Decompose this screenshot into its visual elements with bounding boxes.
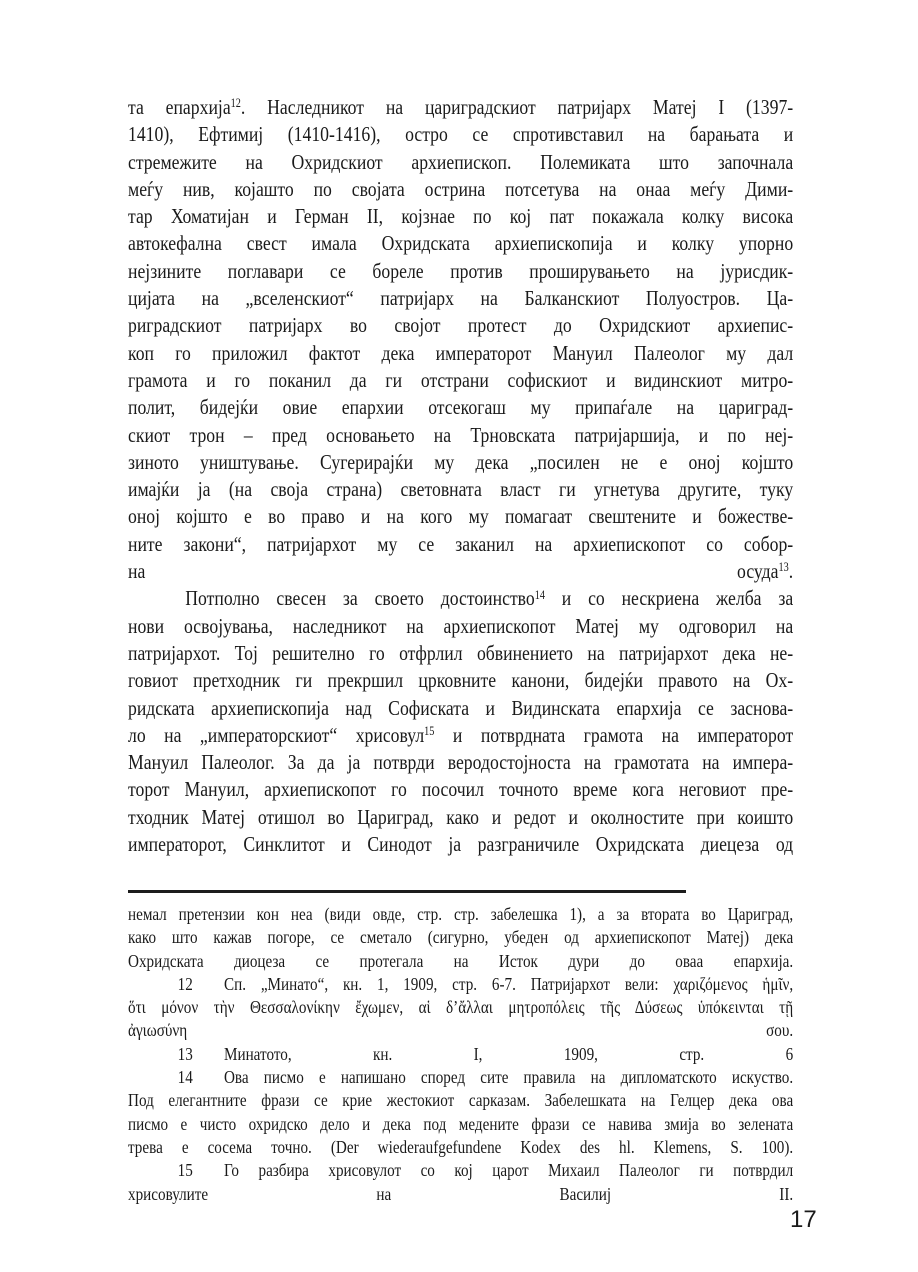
- text-line: нејзините поглавари се бореле против проширувањето на јурисдик-: [128, 258, 794, 283]
- footnote-number: 14: [177, 1067, 193, 1088]
- footnote-separator: [128, 890, 686, 893]
- text-line: полит, бидејќи овие епархии отсекогаш му припаѓале на цариград-: [128, 395, 794, 420]
- footnote-line: хрисовулите на Василиј II.: [128, 1183, 794, 1204]
- footnote-line: ὅτι μόνον τὴν Θεσσαλονίκην ἔχωμεν, αἱ δ’ἄλλαι μητροπόλεις τῆς Δύσεως ὑπόκεινται τῇ: [128, 997, 794, 1018]
- text-line: цијата на „вселенскиот“ патријарх на Балканскиот Полуостров. Ца-: [128, 286, 794, 311]
- text-line: меѓу нив, којашто по својата острина потсетува на онаа меѓу Дими-: [128, 176, 794, 201]
- text-line: торот Мануил, архиепископот го посочил точното време кога неговиот пре-: [128, 777, 794, 802]
- text-line: стремежите на Охридскиот архиепископ. Полемиката што започнала: [128, 149, 794, 174]
- text-line: тар Хоматијан и Герман II, којзнае по кој пат покажала колку висока: [128, 204, 794, 229]
- text-line: имајќи ја (на своја страна) световната власт ги угнетува другите, туку: [128, 477, 794, 502]
- footnote-line: ἀγιωσύνη σου.: [128, 1020, 794, 1041]
- footnote-line: 13 Минатото, кн. I, 1909, стр. 6: [128, 1043, 793, 1066]
- footnote-line: Охридската диоцеза се протегала на Исток дури до оваа епархија.: [128, 950, 794, 971]
- footnote-line: трева е сосема точно. (Der wiederaufgefundene Kodex des hl. Klemens, S. 100).: [128, 1136, 794, 1157]
- text-line: ните закони“, патријархот му се заканил на архиепископот со собор-: [128, 531, 794, 556]
- footnote-number: 12: [177, 973, 193, 994]
- footnote-line: писмо е чисто охридско дело и дека под медените фрази се навива змија во зелената: [128, 1113, 794, 1134]
- text-line: говиот претходник ги прекршил црковните канони, бидејќи правото на Ох-: [128, 668, 794, 693]
- text-line: ло на „императорскиот“ хрисовул$^{15}$ и потврдната грамота на императорот: [128, 722, 794, 747]
- main-text: [128, 94, 793, 858]
- text-line: тходник Матеј отишол во Цариград, како и редот и околностите при коишто: [128, 804, 794, 829]
- footnote-line: 14 Ова писмо е напишано според сите правила на дипломатското искуство.: [128, 1066, 793, 1089]
- footnote-line: 15 Го разбира хрисовулот со кој царот Михаил Палеолог ги потврдил: [128, 1159, 793, 1182]
- text-line: Мануил Палеолог. За да ја потврди веродостојноста на грамотата на импера-: [128, 750, 794, 775]
- footnotes: [128, 903, 793, 1206]
- text-line: императорот, Синклитот и Синодот ја разграничиле Охридската диецеза од: [128, 832, 794, 857]
- text-line: патријархот. Тој решително го отфрлил обвинението на патријархот дека не-: [128, 640, 794, 665]
- text-line: грамота и го поканил да ги отстрани софискиот и видинскиот митро-: [128, 367, 794, 392]
- text-line: Потполно свесен за своето достоинство$^{14}$ и со нескриена желба за: [185, 586, 794, 611]
- footnote-line: Под елегантните фрази се крие жестокиот сарказам. Забелешката на Гелцер дека ова: [128, 1090, 794, 1111]
- text-line: 1410), Ефтимиј (1410-1416), остро се спротивставил на барањата и: [128, 122, 794, 147]
- footnote-number: 15: [177, 1160, 193, 1181]
- text-line: ридската архиепископија над Софиската и Видинската епархија се заснова-: [128, 695, 794, 720]
- footnote-line: како што кажав погоре, се сметало (сигурно, убеден од архиепископот Матеј) дека: [128, 927, 794, 948]
- footnote-line: немал претензии кон неа (види овде, стр. стр. забелешка 1), а за втората во Цариград,: [128, 904, 794, 924]
- text-line: та епархија$^{12}$. Наследникот на цариградскиот патријарх Матеј I (1397-: [128, 95, 794, 119]
- text-line: на осуда$^{13}$.: [128, 559, 794, 584]
- text-line: скиот трон – пред основањето на Трновската патријаршија, и по неј-: [128, 422, 794, 447]
- footnote-marker: 14: [534, 587, 545, 602]
- text-line: оној којшто е во право и на кого му помагаат свештените и божестве-: [128, 504, 794, 529]
- text-line: автокефална свест имала Охридската архиепископија и колку упорно: [128, 231, 794, 256]
- footnote-marker: 15: [424, 724, 435, 739]
- text-line: риградскиот патријарх во својот протест до Охридскиот архиепис-: [128, 313, 794, 338]
- text-line: нови освојувања, наследникот на архиепископот Матеј му одговорил на: [128, 613, 794, 638]
- text-line: зиното уништување. Сугерирајќи му дека „посилен не е оној којшто: [128, 449, 794, 474]
- footnote-number: 13: [177, 1043, 193, 1064]
- text-line: коп го приложил фактот дека императорот Мануил Палеолог му дал: [128, 340, 794, 365]
- footnote-marker: 12: [230, 96, 241, 111]
- footnote-marker: 13: [778, 560, 789, 575]
- page-number: 17: [790, 1206, 817, 1233]
- footnote-line: 12 Сп. „Минато“, кн. 1, 1909, стр. 6-7. Патријархот вели: χαριζόμενος ἡμῖν,: [128, 973, 793, 996]
